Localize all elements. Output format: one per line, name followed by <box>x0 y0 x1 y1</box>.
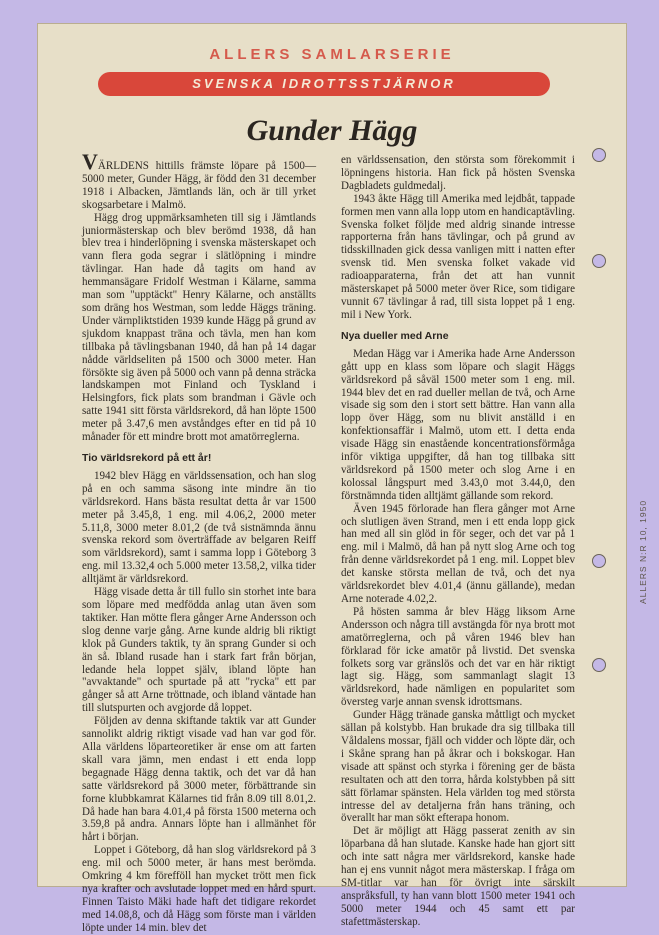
paragraph: Det är möjligt att Hägg passerat zenith av sin löparbana då han slutade. Kanske hade han gjort sitt och inte satt några mer världsrekord, kanske hade han ej ens vunnit något mera mästerskap. I fråga om SM-titlar var han för övrigt inte särskilt anspråksfull, ty han vann blott 1500 meter 1941 och 5000 meter 1944 och 45 samt ett par stafettmästerskap. <box>341 825 575 928</box>
intro-paragraph <box>82 149 316 212</box>
paragraph: 1942 blev Hägg en världssensation, och han slog på en och samma säsong inte mindre än tio världsrekord. Hans bästa resultat detta år var 1500 meter på 3.45,8, 1 eng. mil 4.06,2, 2000 meter 5.11,8, 3000 meter 8.01,2 (de två sistnämnda ännu svenska rekord som överträffade av belgaren Reiff som världsrekord), samt i samma lopp i Göteborg 3 eng. mil 13.32,4 och 5.000 meter 13.58,2, vilka tider alltjämt är världsrekord. <box>82 469 316 586</box>
paragraph: Även 1945 förlorade han flera gånger mot Arne och slutligen även Strand, men i ett enda lopp gick han med all sin glöd in för seger, och det var på 1 eng. mil i Malmö, då han på nytt slog Arne och tog från denne världsrekordet på 1 eng. mil. Loppet blev det kanske största mellan de två, och det nya världsrekordet blev 4.01,4 (ännu gällande), medan Arne noterade 4.02,2. <box>341 502 575 605</box>
collector-card-sheet <box>38 24 648 934</box>
section-heading: Tio världsrekord på ett år! <box>82 451 212 464</box>
left-column <box>82 149 316 935</box>
paragraph: Medan Hägg var i Amerika hade Arne Andersson gått upp en klass som löpare och slagit Häggs världsrekord på såväl 1500 meter som 1 eng. mil. 1944 blev det en rad dueller mellan de två, och Arne visade sig som den i stort sett bättre. Han vann alla lopp över Hägg, som nu blivit anställd i en konfektionsaffär i Malmö, utom ett. I detta enda visade Hägg sin enastående koncentrationsförmåga inför viktiga uppgifter, då han tog tillbaka sitt världsrekord på 1500 meter och slog Arne i en kolossal långspurt med 3.43,0 mot 3.44,0, den förstnämnda tiden alltjämt gällande som rekord. <box>341 347 575 502</box>
paragraph: Loppet i Göteborg, då han slog världsrekord på 3 eng. mil och 5000 meter, är hans mest berömda. Omkring 4 km förefföll han mycket trött men fick nya krafter och avslutade loppet med en hård spurt. Finnen Taisto Mäki hade haft det tidigare rekordet med 14.08,8, och då Hägg som förste man i världen löpte under 14 min. blev det <box>82 844 316 934</box>
binder-hole-icon <box>592 148 606 162</box>
drop-cap: V <box>82 149 98 174</box>
intro-text: ÄRLDENS hittills främste löpare på 1500—5000 meter, Gunder Hägg, är född den 31 december 1918 i Albacken, Jämtlands län, och är till yrket skogsarbetare i Malmö. <box>82 160 316 211</box>
binder-hole-icon <box>592 254 606 268</box>
subtitle-banner: SVENSKA IDROTTSSTJÄRNOR <box>98 72 550 96</box>
side-caption: ALLERS N:R 10, 1950 <box>638 499 648 604</box>
paragraph: en världssensation, den största som förekommit i löpningens historia. Han fick på hösten Svenska Dagbladets guldmedalj. <box>341 154 575 192</box>
section-heading: Nya dueller med Arne <box>341 329 449 342</box>
page-title: Gunder Hägg <box>246 114 418 147</box>
paragraph: Följden av denna skiftande taktik var att Gunder sannolikt aldrig riktigt visade vad han var god för. Alla världens löparteoretiker är ense om att farten skall vara jämn, men endast i ett enda lopp begagnade Hägg denna taktik, och det var då han satte världsrekord på 3000 meter, förbättrande sin forne klubbkamrat Kälarnes tid från 8.09 till 8.01,2. Då hade han bara 4.01,4 på första 1500 meterna och 3.59,8 på andra. Annars löpte han i allmänhet för hårt i början. <box>82 715 316 844</box>
series-label: ALLERS SAMLARSERIE <box>209 46 455 63</box>
paragraph: På hösten samma år blev Hägg liksom Arne Andersson och några till avstängda för nya brott mot amatörreglerna, och på våren 1946 blev han förklarad för icke amatör på livstid. Det svenska folkets sorg var gränslös och det var en här riktigt lagt sig. Hägg, som sammanlagt slagit 13 världsrekord, hade nämligen en popularitet som översteg varje annan svensk idrottsmans. <box>341 605 575 709</box>
paragraph: Hägg drog uppmärksamheten till sig i Jämtlands juniormästerskap och blev berömd 1938, då han blev trea i hinderlöpning i svenska mästerskapet och vann flera goda segrar i slätlöpning i mindre tävlingar. Han hade då tagits om hand av hemmansägare Fridolf Westman i Kälarne, samma man som "upptäckt" Henry Kälarne, och anställts som dräng hos Westman, som ledde Häggs träning. Under värnpliktstiden 1939 kunde Hägg på grund av sjukdom knappast träna och tävla, men han kom tillbaka på tävlingsbanan 1940, då han på 14 dagar nådde världseliten på 1500 och 3000 meter. Han försökte sig även på 5000 och vann på denna sträcka landskampen mot Finland och Tyskland i Helsingfors, fick plats som brandman i Gävle och satte 1941 sitt första världsrekord, då han löpte 1500 meter på 3.47,6 men avståndges efter en tid på 10 månader för ett mindre brott mot amatörreglerna. <box>82 211 316 444</box>
binder-hole-icon <box>592 658 606 672</box>
paragraph: 1943 åkte Hägg till Amerika med lejdbåt, tappade formen men vann alla lopp utom en handicaptävling. Svenska folket följde med aldrig sinande intresse rapporterna från hans tävlingar, och på grund av tidsskillnaden gick dessa vanligen mitt i natten efter svensk tid. Men svenska folket vakade vid radioapparaterna, från det att han vunnit mästerskapet på 5000 meter över Rice, som tidigare vunnit 67 tävlingar å rad, till sista loppet på 1 eng. mil i New York. <box>341 192 575 321</box>
paragraph: Hägg visade detta år till fullo sin storhet inte bara som löpare med medfödda anlag utan även som taktiker. Han mötte flera gånger Arne Andersson och slog denne varje gång. Arne kunde aldrig bli riktigt klok på Gunders taktik, ty än sprang Gunder si och än så. Ibland rusade han i stark fart från början, ledande hela loppet själv, ibland löpte han "avvaktande" och spurtade på att "rycka" ett par gånger så att Arne tröttnade, och ibland väntade han till slutspurten och avgjorde då loppet. <box>82 586 316 715</box>
paragraph: Gunder Hägg tränade ganska måttligt och mycket sällan på kolstybb. Han brukade dra sig tillbaka till Våldalens mossar, fjäll och vidder och löpte där, och i Skåne sprang han på åkrar och i bokskogar. Han visade att spänst och styrka i förening ger de bästa resultaten och att den torra, hårda kolstybben på sitt sätt förlamar spänsten. Hela världen tog med största intresse del av detaljerna från hans träning, och överallt har man sökt efterapa honom. <box>341 709 575 825</box>
binder-hole-icon <box>592 554 606 568</box>
right-column <box>341 154 575 929</box>
